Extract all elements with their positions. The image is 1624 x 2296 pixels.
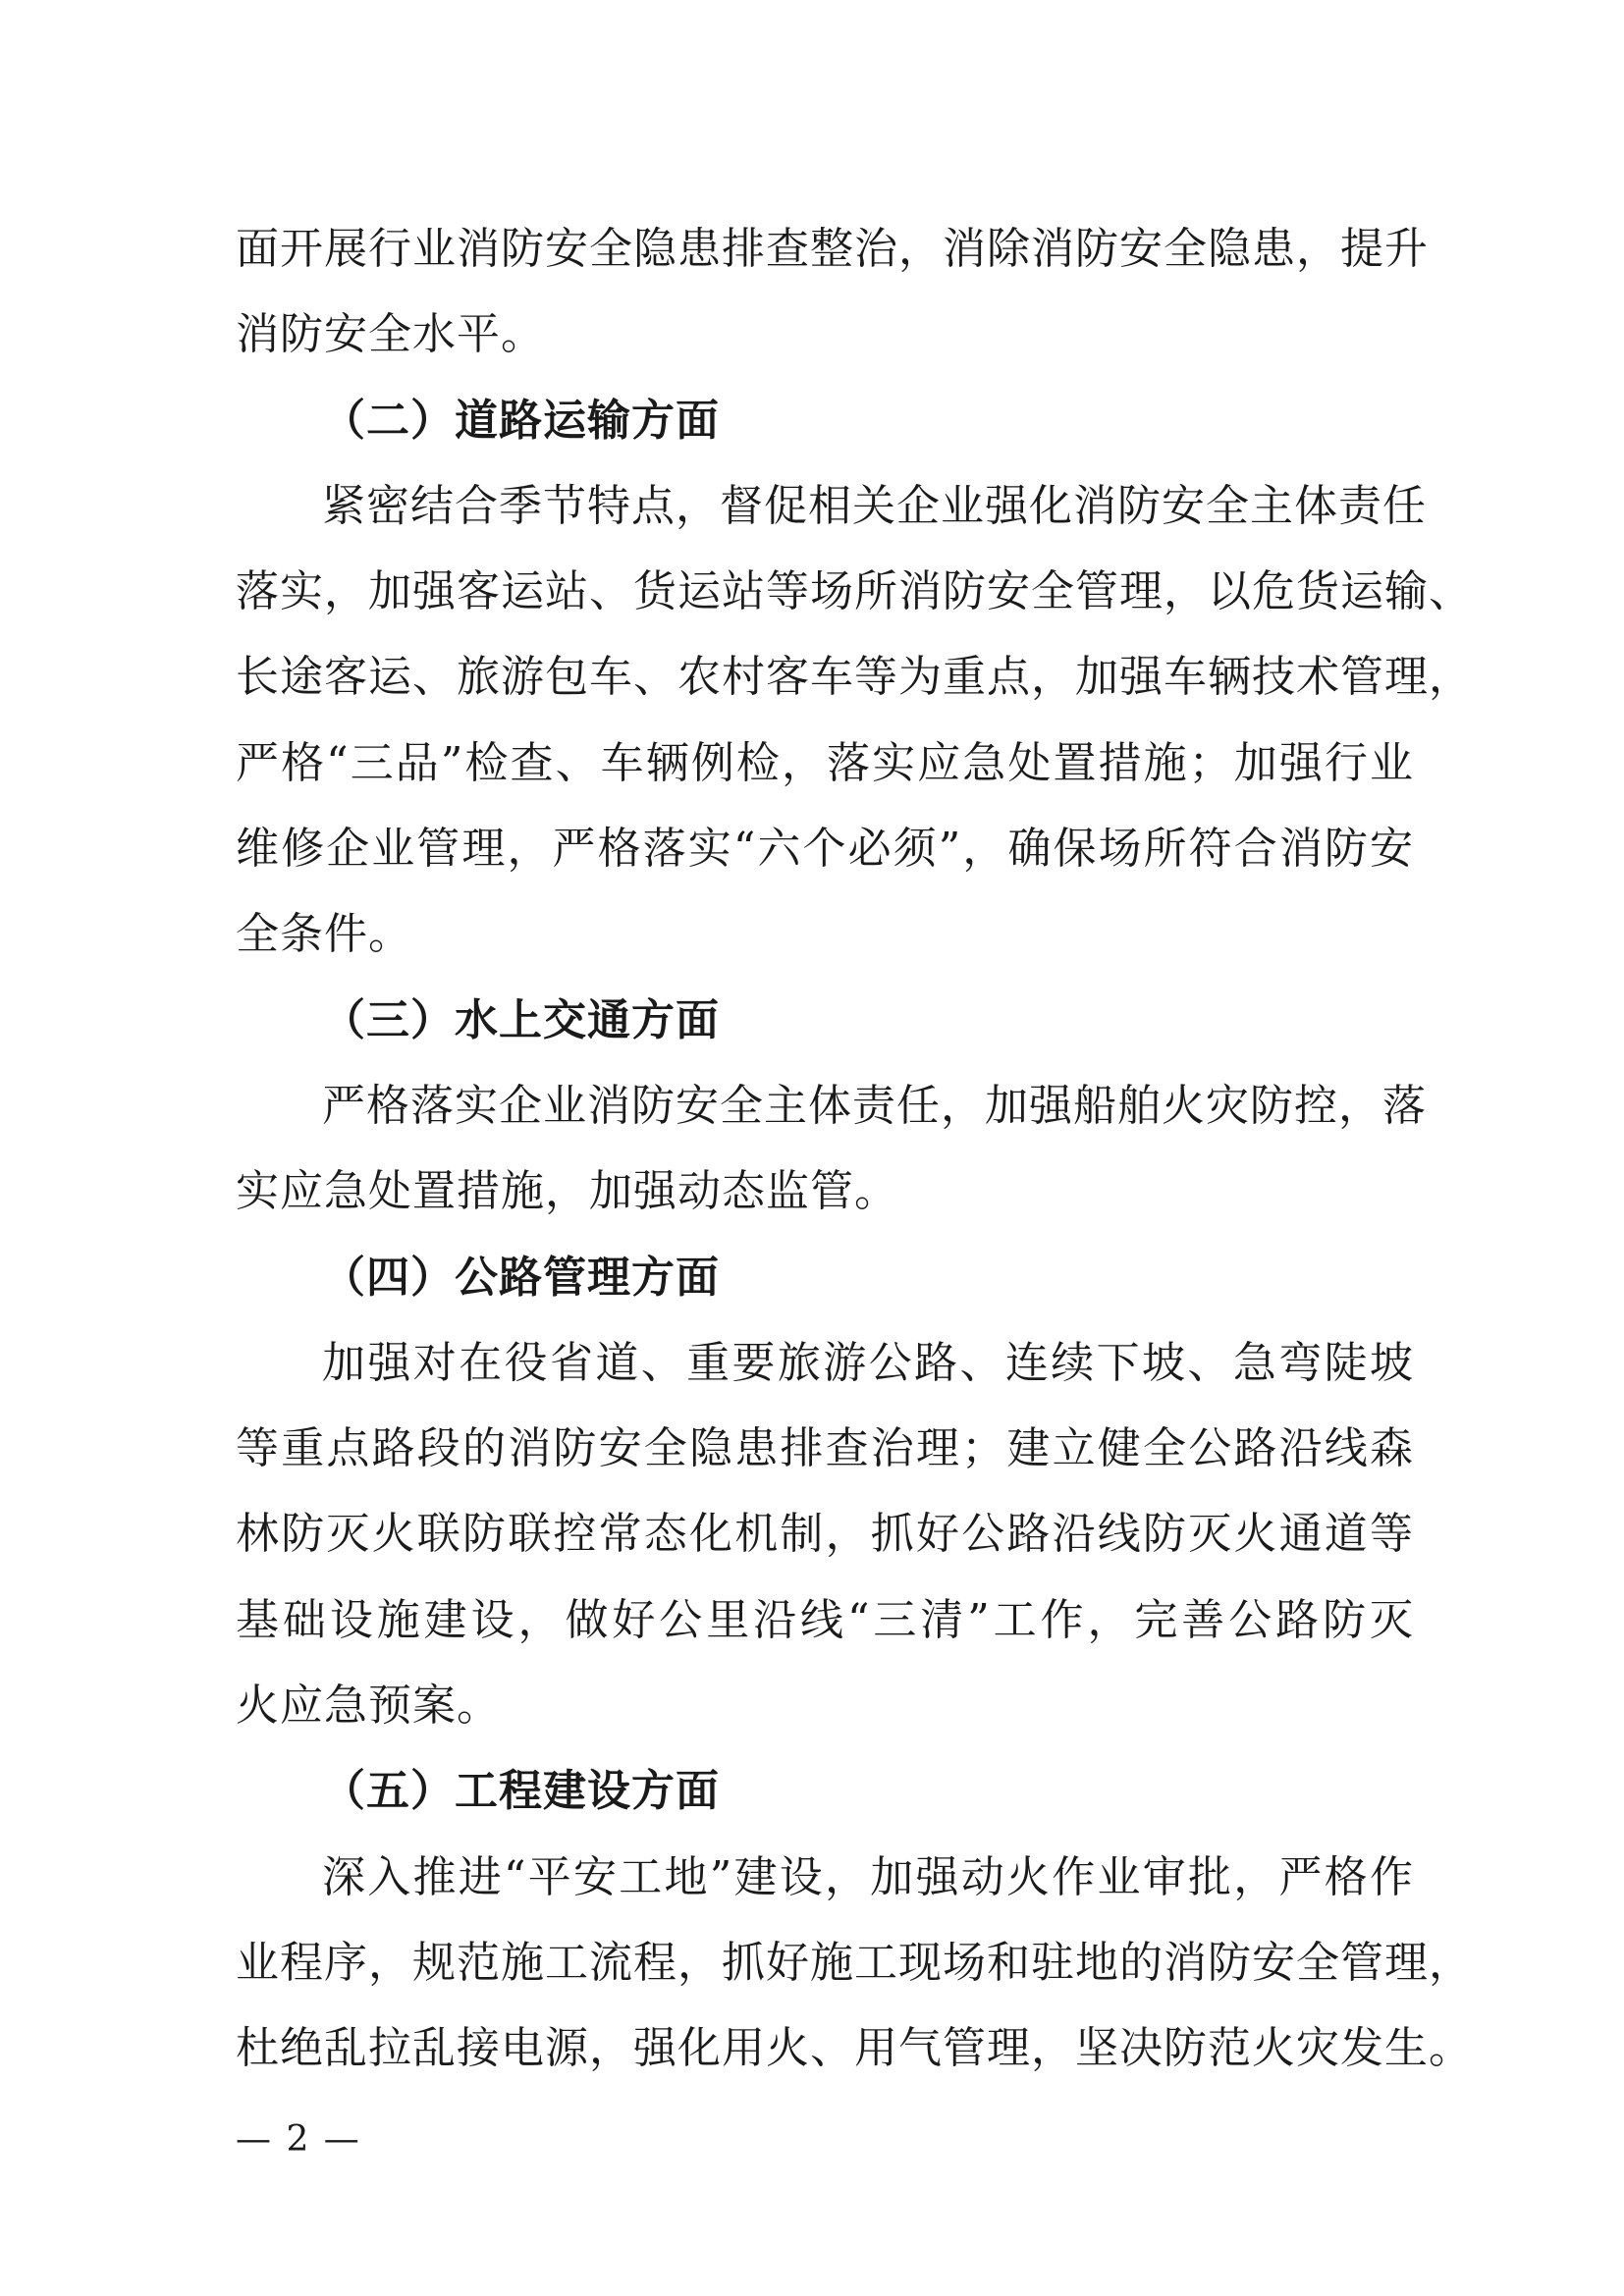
- section-heading: （五）工程建设方面: [322, 1766, 720, 1817]
- section-heading: （三）水上交通方面: [322, 994, 720, 1045]
- paragraph-line: 等重点路段的消防安全隐患排查治理；建立健全公路沿线森: [236, 1423, 1414, 1474]
- paragraph-line: 长途客运、旅游包车、农村客车等为重点，加强车辆技术管理，: [236, 652, 1473, 703]
- paragraph-line: 紧密结合季节特点，督促相关企业强化消防安全主体责任: [322, 480, 1427, 531]
- paragraph-line: 落实，加强客运站、货运站等场所消防安全管理，以危货运输、: [236, 566, 1473, 617]
- paragraph-line: 消防安全水平。: [236, 309, 545, 360]
- paragraph-line: 实应急处置措施，加强动态监管。: [236, 1166, 898, 1217]
- section-heading: （二）道路运输方面: [322, 395, 720, 446]
- section-heading: （四）公路管理方面: [322, 1252, 720, 1303]
- paragraph-line: 杜绝乱拉乱接电源，强化用火、用气管理，坚决防范火灾发生。: [236, 2023, 1473, 2074]
- paragraph-line: 火应急预案。: [236, 1681, 501, 1732]
- paragraph-line: 基础设施建设，做好公里沿线“三清”工作，完善公路防灭: [236, 1594, 1414, 1645]
- paragraph-line: 全条件。: [236, 909, 412, 960]
- paragraph-line: 维修企业管理，严格落实“六个必须”，确保场所符合消防安: [236, 824, 1414, 875]
- page-number: — 2 —: [236, 2119, 361, 2160]
- body-text: [236, 206, 1473, 2092]
- paragraph-line: 业程序，规范施工流程，抓好施工现场和驻地的消防安全管理，: [236, 1937, 1473, 1988]
- paragraph-line: 深入推进“平安工地”建设，加强动火作业审批，严格作: [322, 1851, 1414, 1902]
- paragraph-line: 严格落实企业消防安全主体责任，加强船舶火灾防控，落: [322, 1080, 1427, 1131]
- paragraph-line: 面开展行业消防安全隐患排查整治，消除消防安全隐患，提升: [236, 224, 1429, 274]
- paragraph-line: 加强对在役省道、重要旅游公路、连续下坡、急弯陡坡: [322, 1337, 1414, 1388]
- paragraph-line: 严格“三品”检查、车辆例检，落实应急处置措施；加强行业: [236, 737, 1414, 788]
- paragraph-line: 林防灭火联防联控常态化机制，抓好公路沿线防灭火通道等: [236, 1509, 1414, 1560]
